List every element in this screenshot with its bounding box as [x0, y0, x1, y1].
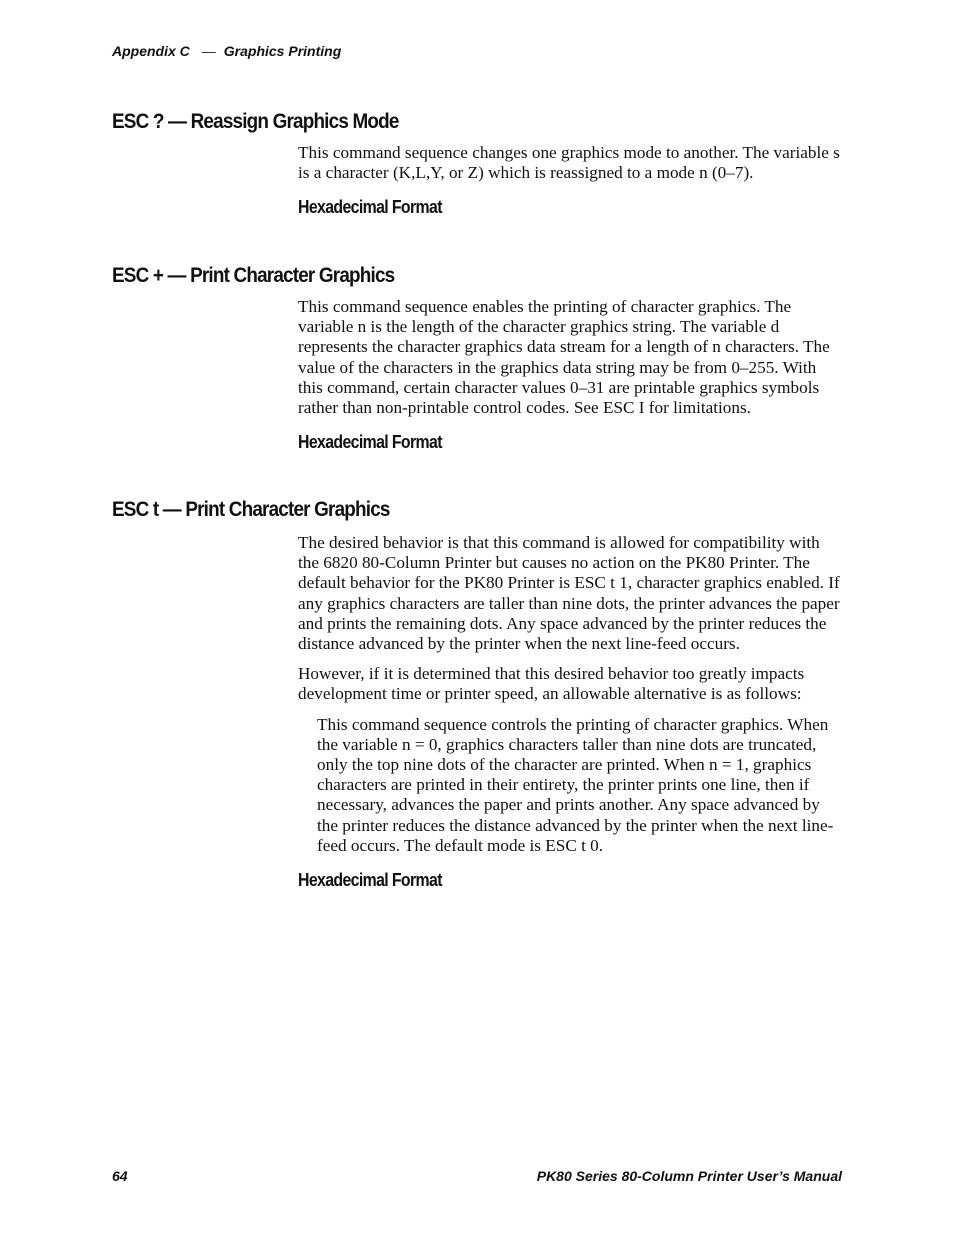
- subheading-hexadecimal-format: Hexadecimal Format: [298, 432, 442, 453]
- subheading-hexadecimal-format: Hexadecimal Format: [298, 870, 442, 891]
- section-title: ESC ? — Reassign Graphics Mode: [112, 110, 399, 133]
- section-reassign-graphics-mode: [112, 110, 842, 218]
- paragraph: This command sequence changes one graphics mode to another. The variable s is a character (K,L,Y, or Z) which is reassigned to a mode n (0–7).: [298, 143, 840, 183]
- running-header: [112, 43, 341, 59]
- section-title: ESC t — Print Character Graphics: [112, 498, 390, 521]
- subheading-hexadecimal-format: Hexadecimal Format: [298, 197, 442, 218]
- section-title: ESC + — Print Character Graphics: [112, 264, 395, 287]
- section-body: [298, 143, 842, 183]
- paragraph: The desired behavior is that this command is allowed for compatibility with the 6820 80-Column Printer but causes no action on the PK80 Printer. The default behavior for the PK80 Printer is ESC t 1, character graphics enabled. If any graphics characters are taller than nine dots, the printer advances the paper and prints the remaining dots. Any space advanced by the printer reduces the distance advanced by the printer when the next line-feed occurs.: [298, 533, 840, 654]
- manual-title: PK80 Series 80-Column Printer User’s Manual: [536, 1168, 842, 1184]
- header-dash: —: [201, 43, 216, 59]
- paragraph: This command sequence enables the printing of character graphics. The variable n is the length of the character graphics string. The variable d represents the character graphics data stream for a length of n characters. The value of the characters in the graphics data string may be from 0–255. With this command, certain character values 0–31 are printable graphics symbols rather than non-printable control codes. See ESC I for limitations.: [298, 297, 830, 418]
- header-appendix: Appendix C: [112, 43, 190, 59]
- section-body: [298, 297, 842, 418]
- header-chapter: Graphics Printing: [223, 43, 342, 59]
- running-footer: [112, 1168, 842, 1184]
- indented-paragraph: This command sequence controls the printing of character graphics. When the variable n = 0, graphics characters taller than nine dots are truncated, only the top nine dots of the character are printed. When n = 1, graphics characters are printed in their entirety, the printer prints one line, then if necessary, advances the paper and prints another. Any space advanced by the printer reduces the distance advanced by the printer when the next line-feed occurs. The default mode is ESC t 0.: [317, 714, 834, 855]
- page-number: 64: [112, 1168, 128, 1184]
- section-print-character-graphics-plus: [112, 264, 842, 453]
- section-body: [298, 533, 842, 856]
- section-print-character-graphics-t: [112, 498, 842, 891]
- paragraph: However, if it is determined that this desired behavior too greatly impacts development time or printer speed, an allowable alternative is as follows:: [298, 664, 805, 704]
